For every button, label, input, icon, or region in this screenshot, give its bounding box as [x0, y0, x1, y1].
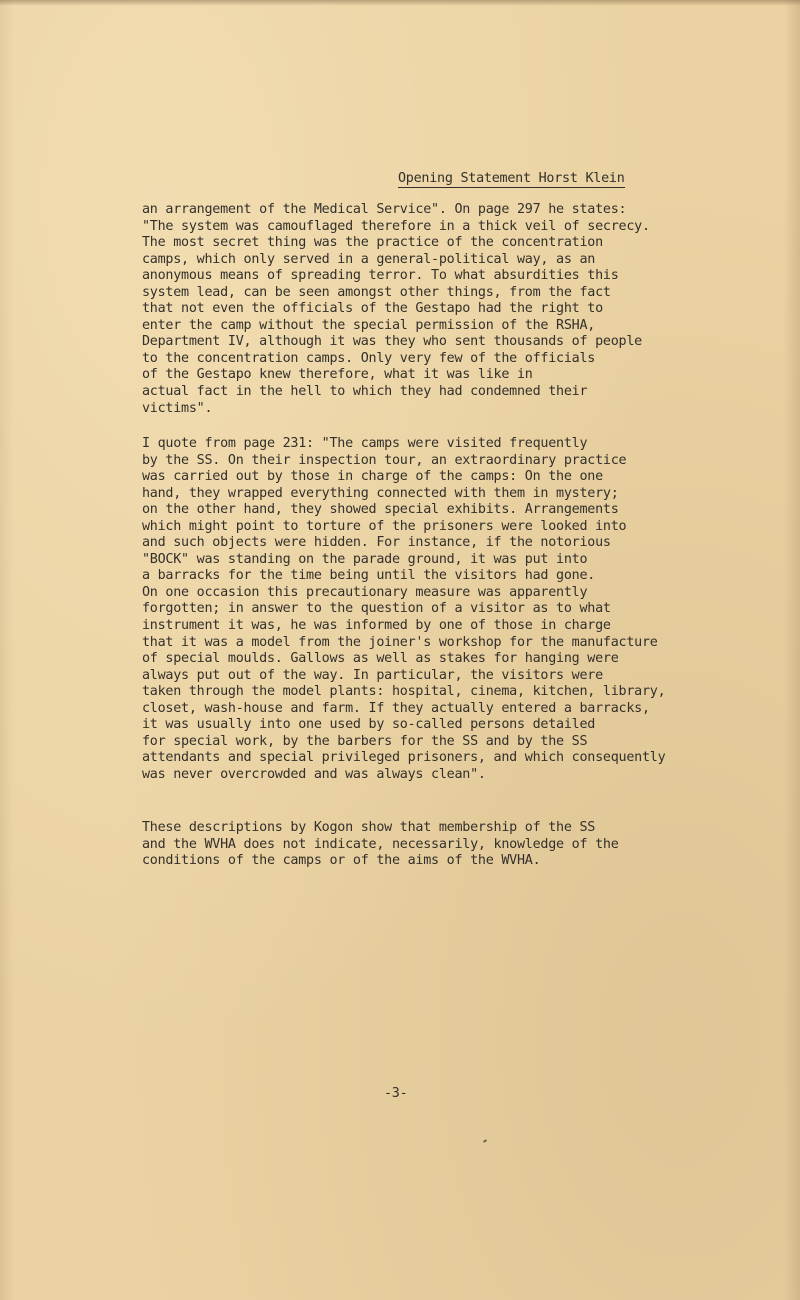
text-line: actual fact in the hell to which they had condemned their — [142, 384, 588, 400]
ink-speck — [483, 1139, 487, 1143]
text-line: on the other hand, they showed special exhibits. Arrangements — [142, 502, 619, 518]
paper-top-edge — [0, 0, 800, 6]
text-line: Department IV, although it was they who sent thousands of people — [142, 334, 642, 350]
text-line: and the WVHA does not indicate, necessarily, knowledge of the — [142, 836, 619, 852]
paragraph-kogon-conclusion — [142, 820, 619, 870]
text-line: of special moulds. Gallows as well as stakes for hanging were — [142, 651, 619, 667]
text-line: instrument it was, he was informed by one of those in charge — [142, 618, 611, 634]
text-line: hand, they wrapped everything connected with them in mystery; — [142, 485, 619, 501]
text-line: enter the camp without the special permission of the RSHA, — [142, 317, 596, 333]
text-line: closet, wash-house and farm. If they actually entered a barracks, — [142, 700, 650, 716]
text-line: attendants and special privileged prisoners, and which consequently — [142, 750, 666, 766]
text-line: taken through the model plants: hospital, cinema, kitchen, library, — [142, 684, 666, 700]
text-line: that not even the officials of the Gestapo had the right to — [142, 301, 603, 317]
text-line: a barracks for the time being until the visitors had gone. — [142, 568, 596, 584]
text-line: victims". — [142, 400, 213, 416]
text-line: that it was a model from the joiner's workshop for the manufacture — [142, 634, 658, 650]
document-header: Opening Statement Horst Klein — [398, 171, 625, 186]
text-line: I quote from page 231: "The camps were visited frequently — [142, 436, 588, 451]
text-line: forgotten; in answer to the question of a visitor as to what — [142, 601, 611, 617]
text-line: was never overcrowded and was always clean". — [142, 766, 486, 782]
text-line: by the SS. On their inspection tour, an extraordinary practice — [142, 452, 627, 468]
text-line: camps, which only served in a general-political way, as an — [142, 251, 596, 267]
text-line: to the concentration camps. Only very few of the officials — [142, 350, 596, 366]
text-line: which might point to torture of the prisoners were looked into — [142, 518, 627, 534]
text-line: On one occasion this precautionary measure was apparently — [142, 584, 588, 600]
text-line: for special work, by the barbers for the SS and by the SS — [142, 733, 588, 749]
text-line: conditions of the camps or of the aims of the WVHA. — [142, 853, 541, 869]
text-line: anonymous means of spreading terror. To what absurdities this — [142, 268, 619, 284]
text-line: and such objects were hidden. For instance, if the notorious — [142, 535, 611, 551]
page-number: -3- — [384, 1086, 408, 1101]
text-line: it was usually into one used by so-called persons detailed — [142, 717, 596, 733]
text-line: These descriptions by Kogon show that membership of the SS — [142, 820, 596, 835]
text-line: an arrangement of the Medical Service". On page 297 he states: — [142, 202, 627, 217]
paragraph-camp-visits — [142, 436, 665, 783]
text-line: always put out of the way. In particular, the visitors were — [142, 667, 603, 683]
text-line: was carried out by those in charge of the camps: On the one — [142, 469, 603, 485]
text-line: of the Gestapo knew therefore, what it was like in — [142, 367, 533, 383]
paragraph-medical-service — [142, 202, 650, 417]
text-line: The most secret thing was the practice of the concentration — [142, 235, 603, 251]
text-line: "BOCK" was standing on the parade ground, it was put into — [142, 551, 588, 567]
text-line: "The system was camouflaged therefore in a thick veil of secrecy. — [142, 218, 650, 234]
text-line: system lead, can be seen amongst other things, from the fact — [142, 284, 611, 300]
